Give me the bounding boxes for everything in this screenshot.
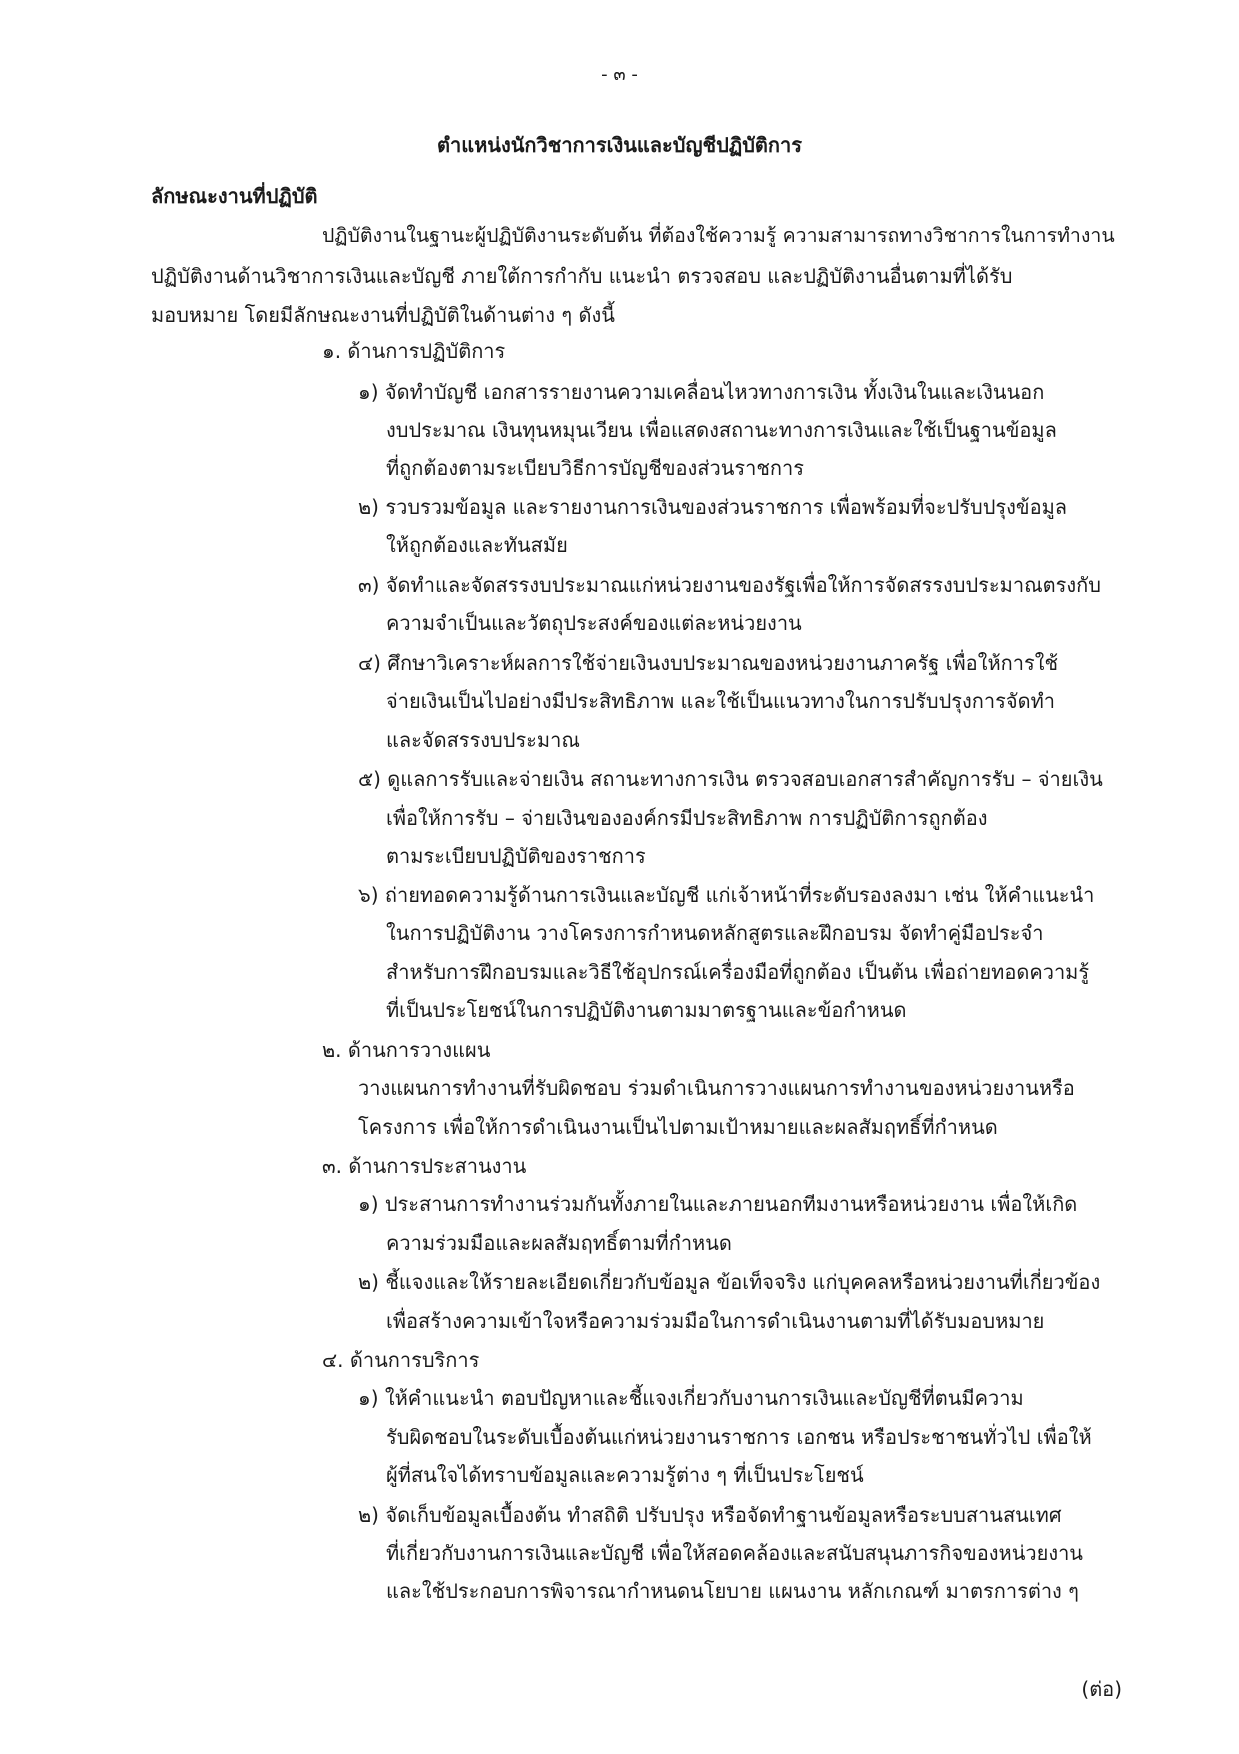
s4-item-1-line: ผู้ที่สนใจได้ทราบข้อมูลและความรู้ต่าง ๆ ที่เป็นประโยชน์	[386, 1463, 864, 1487]
section-2-heading: ๒. ด้านการวางแผน	[322, 1038, 491, 1062]
section-4-heading: ๔. ด้านการบริการ	[322, 1348, 480, 1372]
s1-item-6-line: ๖) ถ่ายทอดความรู้ด้านการเงินและบัญชี แก่เจ้าหน้าที่ระดับรองลงมา เช่น ให้คำแนะนำ	[358, 883, 1095, 907]
s1-item-4-line: และจัดสรรงบประมาณ	[386, 728, 580, 752]
s1-item-3-line: ๓) จัดทำและจัดสรรงบประมาณแก่หน่วยงานของรัฐเพื่อให้การจัดสรรงบประมาณตรงกับ	[358, 573, 1101, 597]
intro-line: ปฏิบัติงานด้านวิชาการเงินและบัญชี ภายใต้การกำกับ แนะนำ ตรวจสอบ และปฏิบัติงานอื่นตามที่ได้รับ	[151, 264, 1013, 288]
s1-item-1-line: ที่ถูกต้องตามระเบียบวิธีการบัญชีของส่วนราชการ	[386, 456, 805, 480]
s4-item-2-line: ๒) จัดเก็บข้อมูลเบื้องต้น ทำสถิติ ปรับปรุง หรือจัดทำฐานข้อมูลหรือระบบสานสนเทศ	[358, 1503, 1062, 1527]
s1-item-1-line: ๑) จัดทำบัญชี เอกสารรายงานความเคลื่อนไหวทางการเงิน ทั้งเงินในและเงินนอก	[358, 380, 1045, 404]
s1-item-2-line: ให้ถูกต้องและทันสมัย	[386, 533, 568, 557]
s4-item-1-line: รับผิดชอบในระดับเบื้องต้นแก่หน่วยงานราชการ เอกชน หรือประชาชนทั่วไป เพื่อให้	[386, 1425, 1092, 1449]
page-number: - ๓ -	[601, 64, 638, 85]
s3-item-2-line: เพื่อสร้างความเข้าใจหรือความร่วมมือในการดำเนินงานตามที่ได้รับมอบหมาย	[386, 1309, 1045, 1333]
s1-item-2-line: ๒) รวบรวมข้อมูล และรายงานการเงินของส่วนราชการ เพื่อพร้อมที่จะปรับปรุงข้อมูล	[358, 495, 1068, 519]
s1-item-4-line: ๔) ศึกษาวิเคราะห์ผลการใช้จ่ายเงินงบประมาณของหน่วยงานภาครัฐ เพื่อให้การใช้	[358, 651, 1059, 675]
s1-item-6-line: ในการปฏิบัติงาน วางโครงการกำหนดหลักสูตรและฝึกอบรม จัดทำคู่มือประจำ	[386, 921, 1044, 945]
s3-item-2-line: ๒) ชี้แจงและให้รายละเอียดเกี่ยวกับข้อมูล ข้อเท็จจริง แก่บุคคลหรือหน่วยงานที่เกี่ยวข้อง	[358, 1270, 1101, 1294]
s3-item-1-line: ความร่วมมือและผลสัมฤทธิ์ตามที่กำหนด	[386, 1231, 732, 1255]
s3-item-1-line: ๑) ประสานการทำงานร่วมกันทั้งภายในและภายนอกทีมงานหรือหน่วยงาน เพื่อให้เกิด	[358, 1192, 1078, 1216]
s1-item-6-line: ที่เป็นประโยชน์ในการปฏิบัติงานตามมาตรฐานและข้อกำหนด	[386, 998, 907, 1022]
intro-line: ปฏิบัติงานในฐานะผู้ปฏิบัติงานระดับต้น ที่ต้องใช้ความรู้ ความสามารถทางวิชาการในการทำงาน	[322, 224, 1115, 247]
continued-marker: (ต่อ)	[1081, 1677, 1122, 1701]
s1-item-4-line: จ่ายเงินเป็นไปอย่างมีประสิทธิภาพ และใช้เป็นแนวทางในการปรับปรุงการจัดทำ	[386, 689, 1056, 713]
s1-item-5-line: เพื่อให้การรับ – จ่ายเงินขององค์กรมีประสิทธิภาพ การปฏิบัติการถูกต้อง	[386, 806, 988, 830]
section-heading: ลักษณะงานที่ปฏิบัติ	[151, 184, 318, 208]
s1-item-6-line: สำหรับการฝึกอบรมและวิธีใช้อุปกรณ์เครื่องมือที่ถูกต้อง เป็นต้น เพื่อถ่ายทอดความรู้	[386, 960, 1090, 984]
s1-item-5-line: ตามระเบียบปฏิบัติของราชการ	[386, 844, 646, 868]
intro-line: มอบหมาย โดยมีลักษณะงานที่ปฏิบัติในด้านต่าง ๆ ดังนี้	[151, 303, 615, 327]
s4-item-1-line: ๑) ให้คำแนะนำ ตอบปัญหาและชี้แจงเกี่ยวกับงานการเงินและบัญชีที่ตนมีความ	[358, 1386, 1024, 1410]
page-title: ตำแหน่งนักวิชาการเงินและบัญชีปฏิบัติการ	[437, 133, 802, 157]
s2-body-line: โครงการ เพื่อให้การดำเนินงานเป็นไปตามเป้าหมายและผลสัมฤทธิ์ที่กำหนด	[358, 1115, 998, 1139]
s1-item-5-line: ๕) ดูแลการรับและจ่ายเงิน สถานะทางการเงิน ตรวจสอบเอกสารสำคัญการรับ – จ่ายเงิน	[358, 767, 1103, 791]
section-3-heading: ๓. ด้านการประสานงาน	[322, 1154, 527, 1178]
s1-item-3-line: ความจำเป็นและวัตถุประสงค์ของแต่ละหน่วยงาน	[386, 611, 802, 635]
section-1-heading: ๑. ด้านการปฏิบัติการ	[322, 339, 506, 363]
s4-item-2-line: และใช้ประกอบการพิจารณากำหนดนโยบาย แผนงาน หลักเกณฑ์ มาตรการต่าง ๆ	[386, 1579, 1079, 1603]
s4-item-2-line: ที่เกี่ยวกับงานการเงินและบัญชี เพื่อให้สอดคล้องและสนับสนุนภารกิจของหน่วยงาน	[386, 1541, 1083, 1565]
s2-body-line: วางแผนการทำงานที่รับผิดชอบ ร่วมดำเนินการวางแผนการทำงานของหน่วยงานหรือ	[358, 1076, 1075, 1100]
s1-item-1-line: งบประมาณ เงินทุนหมุนเวียน เพื่อแสดงสถานะทางการเงินและใช้เป็นฐานข้อมูล	[386, 418, 1057, 442]
